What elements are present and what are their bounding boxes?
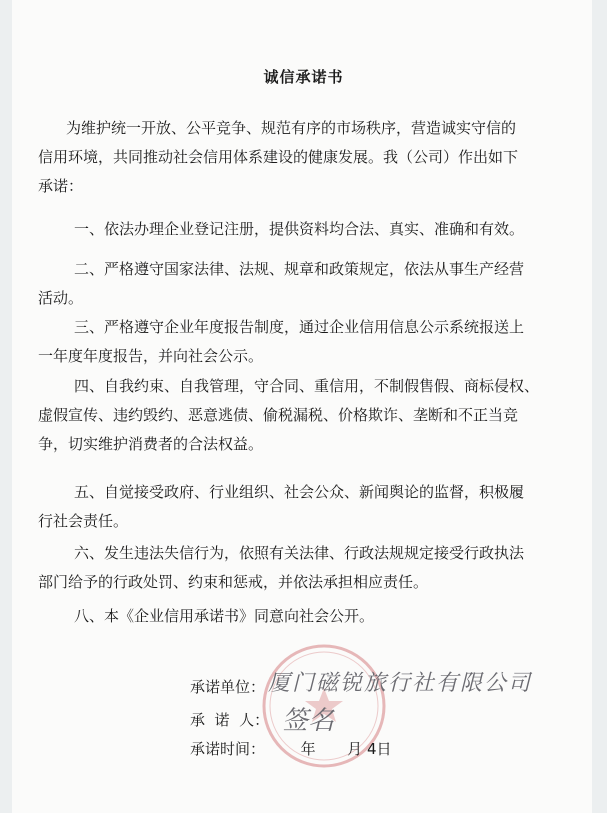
commitment-item-2 [38,255,550,313]
person-label: 承 诺 人： [190,711,270,729]
commitment-item-4 [38,372,550,459]
signature-unit-row [190,676,265,697]
commitment-item-8 [38,602,550,631]
item-line: 虚假宣传、违约毁约、恶意逃债、偷税漏税、价格欺诈、垄断和不正当竞 [38,406,519,424]
time-label: 承诺时间： [190,740,266,758]
signature-person-row [190,709,269,730]
item-line: 一年度年度报告，并向社会公示。 [38,347,264,365]
unit-handwriting: 厦门磁锐旅行社有限公司 [268,671,533,696]
unit-label: 承诺单位： [190,678,266,696]
commitment-item-5 [38,478,550,536]
time-year: 年 [300,740,316,758]
item-line: 三、严格遵守企业年度报告制度，通过企业信用信息公示系统报送上 [74,318,525,336]
commitment-item-1 [38,215,550,244]
item-line: 一、依法办理企业登记注册，提供资料均合法、真实、准确和有效。 [74,220,525,238]
item-line: 活动。 [38,289,84,307]
person-handwriting: 签名 [282,706,335,736]
item-line: 争，切实维护消费者的合法权益。 [38,435,264,453]
item-line: 部门给予的行政处罚、约束和惩戒，并依法承担相应责任。 [38,573,429,591]
intro-line: 承诺： [38,177,84,195]
time-day: 4日 [366,740,392,758]
time-month: 月 [347,740,363,758]
item-line: 五、自觉接受政府、行业组织、社会公众、新闻舆论的监督，积极履 [74,483,525,501]
item-line: 八、本《企业信用承诺书》同意向社会公开。 [74,607,375,625]
item-line: 行社会责任。 [38,512,129,530]
intro-line: 信用环境，共同推动社会信用体系建设的健康发展。我（公司）作出如下 [38,148,519,166]
intro-line: 为维护统一开放、公平竞争、规范有序的市场秩序，营造诚实守信的 [66,119,517,137]
item-line: 二、严格遵守国家法律、法规、规章和政策规定，依法从事生产经营 [74,260,525,278]
item-line: 六、发生违法失信行为，依照有关法律、行政法规规定接受行政执法 [74,544,525,562]
signature-time-row [190,738,392,759]
commitment-item-6 [38,539,550,597]
commitment-item-3 [38,313,550,371]
intro-paragraph [38,114,550,201]
item-line: 四、自我约束、自我管理，守合同、重信用，不制假售假、商标侵权、 [74,377,540,395]
document-title: 诚信承诺书 [263,68,344,86]
